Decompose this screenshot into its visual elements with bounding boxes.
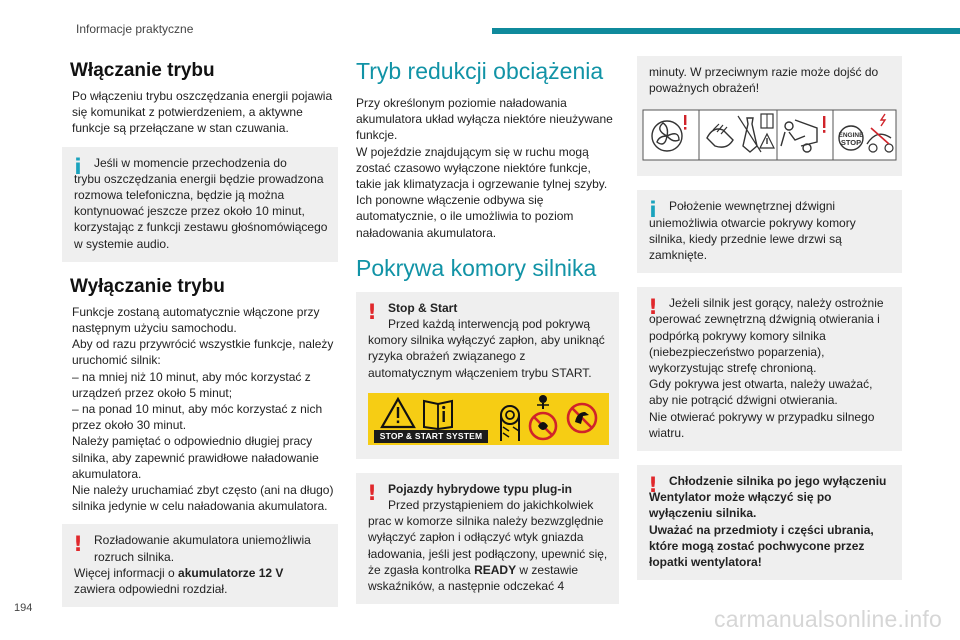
warning-icon: ! <box>367 299 377 324</box>
stop-start-system-label: STOP & START SYSTEM <box>374 430 488 443</box>
warning-box-stop-start <box>356 292 619 459</box>
warning-triangle-icon <box>382 399 414 427</box>
info-icon: i <box>74 154 82 179</box>
info-icon: i <box>649 198 657 223</box>
ready-indicator-label: READY <box>474 562 517 577</box>
header-accent-bar <box>492 28 960 34</box>
warning-box-text: operować zewnętrzną dźwignią otwierania i podpórką pokrywy komory silnika (niebezpieczeństwo poparzenia), wykorzystując strefę chronioną. Gdy pokrywa jest otwarta, należy uważać, aby nie potrącić dźwigni otwierania. Nie otwierać pokrywy w przypadku silnego wiatru. <box>649 312 880 440</box>
warning-box-text: Wentylator może włączyć się po wyłączeniu silnika. Uważać na przedmioty i części ubrania, które mogą zostać pochwycone przez łopatki wentylatora! <box>649 490 874 570</box>
warning-box-text: prac w komorze silnika należy bezwzględnie wyłączyć zapłon i odłączyć wtyk gniazda ładowania, jeśli jest podłączony, upewnić się, że zgasła kontrolka <box>368 514 608 577</box>
page-number: 194 <box>14 602 33 614</box>
warning-box-text: Więcej informacji o <box>74 565 179 580</box>
column-3 <box>637 56 902 594</box>
warning-box-hot-engine <box>637 287 902 451</box>
warning-box-text: w zestawie wskaźników, a następnie odczekać 4 <box>368 562 579 594</box>
paragraph-enable-mode: Po włączeniu trybu oszczędzania energii pojawia się komunikat z potwierdzeniem, a aktywne funkcje są przełączane w stan czuwania. <box>72 89 333 136</box>
section-header: Informacje praktyczne <box>76 22 194 36</box>
info-box-phone-call <box>62 147 338 262</box>
manual-book-icon <box>424 401 452 429</box>
paragraph-disable-mode: Funkcje zostaną automatycznie włączone przy następnym użyciu samochodu. Aby od razu przywrócić wszystkie funkcje, należy uruchomić silnik: – na mniej niż 10 minut, aby móc korzystać z urządzeń przez około 5 minut; – na ponad 10 minut, aby móc korzystać z nich przez około 30 minut. Należy pamiętać o odpowiednio długiej pracy silnika, aby zapewnić prawidłowe naładowanie akumulatora. Nie należy uruchamiać zbyt często (ani na długo) silnika jedynie w celu naładowania akumulatora. <box>72 304 334 514</box>
warning-box-battery <box>62 524 338 607</box>
warning-box-line: Przed przystąpieniem do jakichkolwiek <box>388 498 594 513</box>
stop-start-warning-sticker <box>368 393 609 445</box>
warning-box-line: rozruch silnika. <box>94 549 175 564</box>
warning-box-plugin-hybrid <box>356 473 619 604</box>
heading-bonnet: Pokrywa komory silnika <box>356 254 597 281</box>
info-box-line: Położenie wewnętrznej dźwigni <box>669 199 836 214</box>
warning-box-fan-cooling <box>637 465 902 580</box>
engine-stop-text: STOP <box>840 138 862 148</box>
engine-belt-icon <box>501 406 519 441</box>
warning-box-text: zawiera odpowiedni rozdział. <box>74 582 228 597</box>
warning-icon: ! <box>648 473 658 498</box>
info-box-text: uniemożliwia otwarcie pokrywy komory silnika, kiedy przednie lewe drzwi są zamknięte. <box>649 215 856 263</box>
warning-icon: ! <box>648 295 658 320</box>
no-touching-icon <box>568 404 596 432</box>
heading-enable-mode: Włączanie trybu <box>70 60 215 81</box>
engine-stop-text: ENGINE <box>838 132 864 140</box>
watermark: carmanualsonline.info <box>714 606 942 632</box>
warning-box-continued <box>637 56 902 176</box>
warning-box-title: Stop & Start <box>388 300 458 315</box>
hybrid-pictograms <box>637 104 902 166</box>
battery-reference: akumulatorze 12 V <box>178 565 284 580</box>
warning-box-line: Jeżeli silnik jest gorący, należy ostrożnie <box>669 296 884 311</box>
info-box-line: Jeśli w momencie przechodzenia do <box>94 155 287 170</box>
warning-icon: ! <box>73 532 83 557</box>
heading-disable-mode: Wyłączanie trybu <box>70 275 225 297</box>
warning-box-text: minuty. W przeciwnym razie może dojść do poważnych obrażeń! <box>649 65 879 96</box>
warning-box-line: Chłodzenie silnika po jego wyłączeniu <box>669 474 887 489</box>
column-2 <box>356 56 619 618</box>
paragraph-load-reduction: Przy określonym poziomie naładowania akumulatora układ wyłącza niektóre nieużywane funkcje. W pojeździe znajdującym się w ruchu mogą zostać czasowo wyłączone niektóre funkcje, takie jak klimatyzacja i ogrzewanie tylnej szyby. Ich ponowne włączenie odbywa się automatycznie, o ile umożliwia to poziom naładowania akumulatora. <box>356 96 613 240</box>
heading-load-reduction: Tryb redukcji obciążenia <box>356 58 604 84</box>
warning-box-text: komory silnika wyłączyć zapłon, aby uniknąć ryzyka obrażeń związanego z automatycznym włączeniem trybu START. <box>368 333 605 380</box>
hybrid-warning-sticker <box>637 104 902 166</box>
warning-box-line: Przed każdą interwencją pod pokrywą <box>388 317 591 332</box>
warning-box-line: Rozładowanie akumulatora uniemożliwia <box>94 533 311 548</box>
info-box-text: trybu oszczędzania energii będzie prowadzona rozmowa telefoniczna, będzie ją można kontynuować jeszcze przez około 10 minut, korzystając z funkcji zestawu głośnomówiącego w systemie audio. <box>74 171 328 251</box>
warning-icon: ! <box>367 480 377 505</box>
warning-box-title: Pojazdy hybrydowe typu plug-in <box>388 481 573 496</box>
info-box-internal-lever <box>637 190 902 273</box>
column-1 <box>62 56 338 621</box>
no-hands-near-fan-icon <box>530 395 556 439</box>
